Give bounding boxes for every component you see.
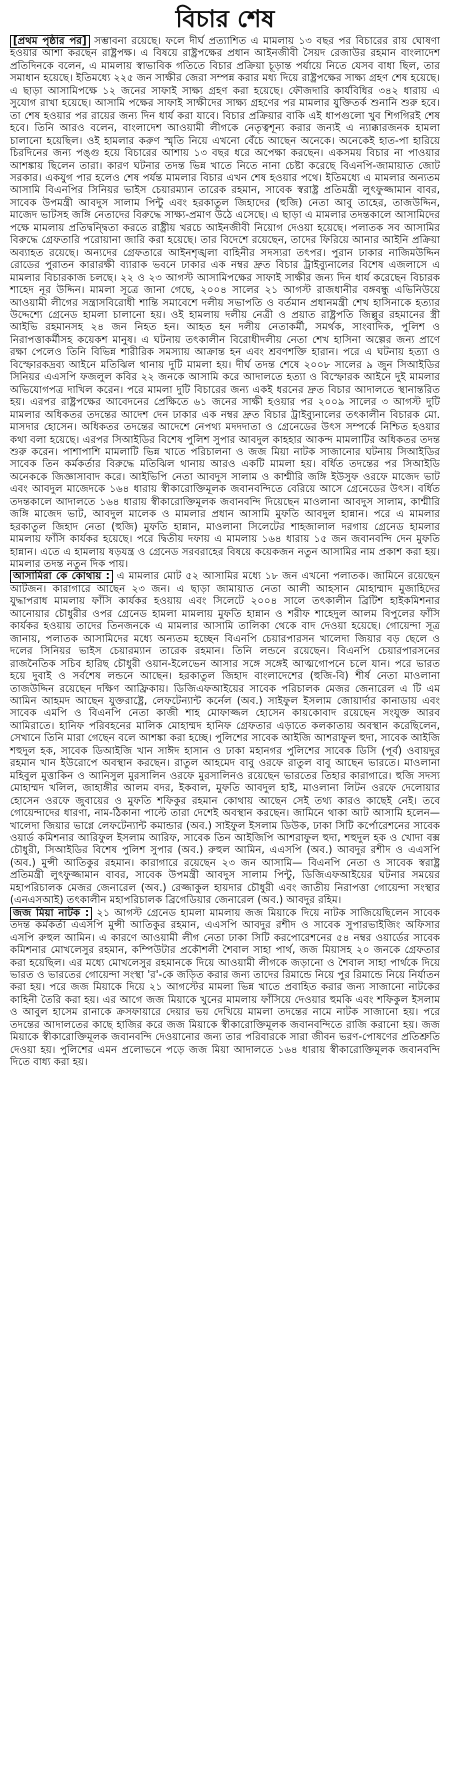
article-intro-paragraph [10,36,440,571]
section-text-joj-mia-drama: ২১ আগস্ট গ্রেনেড হামলা মামলায় জজ মিয়াকে দিয়ে নাটক সাজিয়েছিলেন সাবেক তদন্ত কর্মকর্তা এএসপি মুন্সী আতিকুর রহমান, এএসপি আবদুর রশীদ ও সাবেক সুপারভাইজিং অফিসার এসপি রুহুল আমিন। এ কারণে আওয়ামী লীগ নেতা ঢাকা সিটি করপোরেশনের ৫৪ নম্বর ওয়ার্ডের সাবেক কমিশনার মোখলেসুর রহমান, কম্পিউটার প্রকৌশলী শৈবাল সাহা পার্থ, জজ মিয়াসহ ২০ জনকে গ্রেফতার করা হয়েছিল। এর মধ্যে মোখলেসুর রহমানকে দিয়ে আওয়ামী লীগকে জড়ানো ও শৈবাল সাহা পার্থকে দিয়ে ভারত ও ভারতের গোয়েন্দা সংস্থা 'র'-কে জড়িত করার জন্য তাদের রিমান্ডে নিয়ে পুর রিমান্ডে নিয়ে নির্যাতন করা হয়। পরে জজ মিয়াকে দিয়ে ২১ আগস্টের মামলা ভিন্ন খাতে প্রবাহিত করার জন্য সাজানো নাটকের কাহিনী তৈরি করা হয়। এর আগে জজ মিয়াকে খুনের মামলায় ফাঁসিয়ে দেওয়ার হুমকি এবং শফিকুল ইসলাম ও আবুল হাসেম রানাকে ক্রসফায়ারে দেয়ার ভয় দেখিয়ে মামলা তদন্তের নামে নাটক সাজানো হয়। পরে তদন্তের আদালতের কাছে হাজির করে জজ মিয়াকে স্বীকারোক্তিমূলক জবানবন্দিতে রাজি করানো হয়। জজ মিয়াকে স্বীকারোক্তিমূলক জবানবন্দি দেওয়ানোর জন্য তার পরিবারকে সারা জীবন ভরণ-পোষণের প্রতিশ্রুতি দেওয়া হয়। পুলিশের এমন প্রলোভনে পড়ে জজ মিয়া আদালতে ১৬৪ ধারায় স্বীকারোক্তিমূলক জবানবন্দি দিতে বাধ্য করা হয়। [10,907,440,1069]
section-heading-joj-mia-drama: জজ মিয়া নাটক : [10,907,92,920]
section-accused-whereabouts [10,571,440,907]
section-text-accused-whereabouts: এ মামলার মোট ৫২ আসামির মধ্যে ১৮ জন এখনো পলাতক। জামিনে রয়েছেন আটজন। কারাগারে আছেন ২৩ জন। এ ছাড়া জামায়াত নেতা আলী আহসান মোহাম্মাদ মুজাহিদের যুদ্ধাপরাধ মামলায় ফাঁসি কার্যকর হওয়ায় এবং সিলেটে ২০০৪ সালে তৎকালীন ব্রিটিশ হাইকমিশনার আনোয়ার চৌধুরীর ওপর গ্রেনেড হামলা মামলায় মুফতি হান্নান ও শরীফ শাহেদুল আলম বিপুলের ফাঁসি কার্যকর হওয়ায় তাদের তিনজনকে এ মামলার আসামি তালিকা থেকে বাদ দেওয়া হয়েছে। গোয়েন্দা সূত্র জানায়, পলাতক আসামিদের মধ্যে অন্যতম হচ্ছেন বিএনপি চেয়ারপারসন খালেদা জিয়ার বড় ছেলে ও দলের সিনিয়র ভাইস চেয়ারম্যান তারেক রহমান। তিনি লন্ডনে রয়েছেন। বিএনপি চেয়ারপারসনের রাজনৈতিক সচিব হারিছ চৌধুরী ওয়ান-ইলেভেন আসার সঙ্গে সঙ্গেই আত্মগোপনে চলে যান। পরে ভারত হয়ে দুবাই ও সর্বশেষ লন্ডনে আছেন। হরকাতুল জিহাদ বাংলাদেশের (হুজি-বি) শীর্ষ নেতা মাওলানা তাজউদ্দিন রয়েছেন দক্ষিণ আফ্রিকায়। ডিজিএফআইয়ের সাবেক পরিচালক মেজর জেনারেল এ টি এম আমিন আহমদ আছেন যুক্তরাষ্ট্রে, লেফটেন্যান্ট কর্নেল (অব.) সাইফুল ইসলাম জোয়ার্দার কানাডায় এবং সাবেক এমপি ও বিএনপি নেতা কাজী শাহ মোফাজ্জল হোসেন কায়কোবাদ রয়েছেন সংযুক্ত আরব আমিরাতে। হানিফ পরিবহনের মালিক মোহাম্মদ হানিফ গ্রেফতার এড়াতে কলকাতায় অবস্থান করেছিলেন, সেখানে তিনি মারা গেছেন বলে আশঙ্কা করা হচ্ছে। পুলিশের সাবেক আইজি আশরাফুল হুদা, সাবেক আইজি শহুদুল হক, সাবেক ডিআইজি খান সাঈদ হাসান ও ঢাকা মহানগর পুলিশের সাবেক ডিসি (পূর্ব) ওবায়দুর রহমান খান ইউরোপে অবস্থান করছেন। রাতুল আহমেদ বাবু ওরফে রাতুল বাবু আছেন ভারতে। মাওলানা মহিবুল মুত্তাকিন ও আনিসুল মুরসালিন ওরফে মুরসালিনও রয়েছেন ভারতের তিহার কারাগারে। হুজি সদস্য মোহাম্মদ খলিল, জাহাঙ্গীর আলম বদর, ইকবাল, মুফতি আবদুল হাই, মাওলানা লিটন ওরফে দেলোয়ার হোসেন ওরফে জুবায়ের ও মুফতি শফিকুর রহমান কোথায় আছেন সেই তথ্য কারও কাছেই নেই। তবে গোয়েন্দাদের ধারণা, নাম-ঠিকানা পাল্টে তারা দেশেই অবস্থান করছেন। জামিনে থাকা আট আসামি হলেন—খালেদা জিয়ার ভাগ্নে লেফটেন্যান্ট কমান্ডার (অব.) সাইফুল ইসলাম ডিউক, ঢাকা সিটি কর্পোরেশনের সাবেক ওয়ার্ড কমিশনার আরিফুল ইসলাম আরিফ, সাবেক তিন আইজিপি আশরাফুল হুদা, শহুদুল হক ও খোদা বক্স চৌধুরী, সিআইডির বিশেষ পুলিশ সুপার (অব.) রুহুল আমিন, এএসপি (অব.) আবদুর রশীদ ও এএসপি (অব.) মুন্সী আতিকুর রহমান। কারাগারে রয়েছেন ২৩ জন আসামি— বিএনপি নেতা ও সাবেক স্বরাষ্ট্র প্রতিমন্ত্রী লুৎফুজ্জামান বাবর, সাবেক উপমন্ত্রী আবদুস সালাম পিন্টু, ডিজিএফআইয়ের ঘটনার সময়ের মহাপরিচালক মেজর জেনারেল (অব.) রেজ্জাকুল হায়দার চৌধুরী এবং জাতীয় নিরাপত্তা গোয়েন্দা সংস্থার (এনএসআই) তৎকালীন মহাপরিচালক ব্রিগেডিয়ার জেনারেল (অব.) আবদুর রহিম। [10,571,440,907]
newspaper-article [5,0,445,1074]
continued-from-front-page-label: [প্রথম পৃষ্ঠার পর] [10,35,90,48]
section-joj-mia-drama [10,908,440,1070]
intro-text: সম্ভাবনা রয়েছে। ফলে দীর্ঘ প্রত্যাশিত এ মামলায় ১৩ বছর পর বিচারের রায় ঘোষণা হওয়ার আশা করছেন রাষ্ট্রপক্ষ। এ বিষয়ে রাষ্ট্রপক্ষের প্রধান আইনজীবী সৈয়দ রেজাউর রহমান বাংলাদেশ প্রতিদিনকে বলেন, এ মামলায় স্বাভাবিক গতিতে বিচার প্রক্রিয়া চূড়ান্ত পর্যায়ে নিতে যেসব বাধা ছিল, তার সমাধান হয়েছে। ইতিমধ্যে ২২৫ জন সাক্ষীর জেরা সম্পন্ন করার মধ্য দিয়ে রাষ্ট্রপক্ষের সাক্ষ্য গ্রহণ শেষ হয়েছে। এ ছাড়া আসামিপক্ষে ১২ জনের সাফাই সাক্ষ্য গ্রহণ করা হয়েছে। ফৌজদারি কার্যবিধির ৩৪২ ধারায় এ সুযোগ রাখা হয়েছে। আসামি পক্ষের সাফাই সাক্ষীদের সাক্ষ্য গ্রহণের পর মামলার যুক্তিতর্ক শুনানি শুরু হবে। তা শেষ হওয়ার পর রায়ের জন্য দিন ধার্য করা যাবে। বিচার প্রক্রিয়ার বাকি এই ধাপগুলো খুব শিগগিরই শেষ হবে। তিনি আরও বলেন, বাংলাদেশ আওয়ামী লীগকে নেতৃত্বশূন্য করার জন্যই এ ন্যাক্কারজনক হামলা চালানো হয়েছিল। ওই হামলার করুণ স্মৃতি নিয়ে এখনো বেঁচে আছেন অনেকে। অনেকেই হাত-পা হারিয়ে চিরদিনের জন্য পঙ্গু হয়ে বিচারের আশায় ১৩ বছর ধরে অপেক্ষা করছেন। একসময় বিচার না পাওয়ার আশঙ্কায় ছিলেন তারা। কারণ ঘটনার তদন্ত ভিন্ন খাতে নিতে নানা চেষ্টা করেছে বিএনপি-জামায়াত জোট সরকার। একযুগ পার হলেও শেষ পর্যন্ত মামলার বিচার এখন শেষ হওয়ার পথে। ইতিমধ্যে এ মামলার অন্যতম আসামি বিএনপির সিনিয়র ভাইস চেয়ারম্যান তারেক রহমান, সাবেক স্বরাষ্ট্র প্রতিমন্ত্রী লুৎফুজ্জামান বাবর, সাবেক উপমন্ত্রী আবদুস সালাম পিন্টু এবং হরকাতুল জিহাদের (হুজি) নেতা আবু তাহের, তাজউদ্দিন, মাজেদ ভাটসহ জঙ্গি নেতাদের বিরুদ্ধে সাক্ষ্য-প্রমাণ উঠে এসেছে। এ ছাড়া এ মামলার তদন্তকালে আসামিদের পক্ষে মামলায় প্রতিদ্বন্দ্বিতা করতে রাষ্ট্রীয় খরচে আইনজীবী নিয়োগ দেওয়া হয়েছে। পলাতক সব আসামির বিরুদ্ধে গ্রেফতারি পরোয়ানা জারি করা হয়েছে। তার বিদেশে রয়েছেন, তাদের ফিরিয়ে আনার আইনি প্রক্রিয়া অব্যাহত রয়েছে। অন্যদের গ্রেফতারে আইনশৃঙ্খলা বাহিনীর সদস্যরা তৎপর। পুরান ঢাকার নাজিমউদ্দিন রোডের পুরাতন কারারক্ষী ব্যারাক ভবনে ঢাকার এক নম্বর দ্রুত বিচার ট্রাইব্যুনালের বিশেষ এজলাসে এ মামলার বিচারকাজ চলছে। ২২ ও ২৩ আগস্ট আসামিপক্ষের সাফাই সাক্ষীর জন্য দিন ধার্য করেছেন বিচারক শাহেদ নূর উদ্দিন। মামলা সূত্রে জানা গেছে, ২০০৪ সালের ২১ আগস্ট রাজধানীর বঙ্গবন্ধু এভিনিউয়ে আওয়ামী লীগের সন্ত্রাসবিরোধী শান্তি সমাবেশে দলীয় সভাপতি ও বর্তমান প্রধানমন্ত্রী শেখ হাসিনাকে হত্যার উদ্দেশ্যে গ্রেনেড হামলা চালানো হয়। ওই হামলায় দলীয় নেত্রী ও প্রয়াত রাষ্ট্রপতি জিল্লুর রহমানের স্ত্রী আইভি রহমানসহ ২৪ জন নিহত হন। আহত হন দলীয় নেতাকর্মী, সমর্থক, সাংবাদিক, পুলিশ ও নিরাপত্তাকর্মীসহ কয়েকশ মানুষ। এ ঘটনায় তৎকালীন বিরোধীদলীয় নেতা শেখ হাসিনা অল্পের জন্য প্রাণে রক্ষা পেলেও তিনি বিভিন্ন শারীরিক সমস্যায় আক্রান্ত হন এবং শ্রবণশক্তি হারান। পরে এ ঘটনায় হত্যা ও বিস্ফোরকদ্রব্য আইনে মতিঝিল থানায় দুটি মামলা হয়। দীর্ঘ তদন্ত শেষে ২০০৮ সালের ৯ জুন সিআইডির সিনিয়র এএসপি ফজলুল কবির ২২ জনকে আসামি করে আদালতে হত্যা ও বিস্ফোরক আইনে দুই মামলার অভিযোগপত্র দাখিল করেন। পরে মামলা দুটি বিচারের জন্য একই ধরনের দ্রুত বিচার আদালতে স্থানান্তরিত হয়। এরপর রাষ্ট্রপক্ষের আবেদনের প্রেক্ষিতে ৬১ জনের সাক্ষী হওয়ার পর ২০০৯ সালের ৩ আগস্ট দুটি মামলার অধিকতর তদন্তের আদেশ দেন ঢাকার এক নম্বর দ্রুত বিচার ট্রাইব্যুনালের তৎকালীন বিচারক মো. মাসদার হোসেন। অধিকতর তদন্তের আদেশে নেপথ্য মদদদাতা ও গ্রেনেডের উৎস সম্পর্কে নিশ্চিত হওয়ার কথা বলা হয়েছে। এরপর সিআইডির বিশেষ পুলিশ সুপার আবদুল কাহহার আকন্দ মামলাটির অধিকতর তদন্ত শুরু করেন। পাশাপাশি মামলাটি ভিন্ন খাতে পরিচালনা ও জজ মিয়া নাটক সাজানোর ঘটনায় সিআইডির সাবেক তিন কর্মকর্তার বিরুদ্ধে মতিঝিল থানায় আরও একটি মামলা হয়। বর্ধিত তদন্তের পর সিআইডি অনেককে জিজ্ঞাসাবাদ করে। আইভিপি নেতা আবদুস সালাম ও কাশ্মীরি জঙ্গি ইউসুফ ওরফে মাজেদ ভাট এবং আবদুল মাজেদকে ১৬৪ ধারায় স্বীকারোক্তিমূলক জবানবন্দিতে বেরিয়ে আসে গ্রেনেডের উৎস। বর্ধিত তদন্তকালে আদালতে ১৬৪ ধারায় স্বীকারোক্তিমূলক জবানবন্দি দিয়েছেন মাওলানা আবদুস সালাম, কাশ্মীরি জঙ্গি মাজেদ ভাট, আবদুল মালেক ও মামলার প্রধান আসামি মুফতি আবদুল হান্নান। পরে এ মামলার হরকাতুল জিহাদ নেতা (হুজি) মুফতি হান্নান, মাওলানা সিলেটের শাহজালাল দরগায় গ্রেনেড হামলার মামলায় ফাঁসি কার্যকর হয়েছে। পরে দ্বিতীয় দফায় এ মামলায় ১৬৪ ধারায় ১৫ জন জবানবন্দি দেন মুফতি হান্নান। এতে এ হামলায় ষড়যন্ত্র ও গ্রেনেড সরবরাহের বিষয়ে কয়েকজন নতুন আসামির নাম প্রকাশ করা হয়। মামলার তদন্ত নতুন দিক পায়। [10,36,441,571]
article-headline: বিচার শেষ [175,4,275,33]
section-heading-accused-whereabouts: আসামিরা কে কোথায় : [10,570,113,583]
